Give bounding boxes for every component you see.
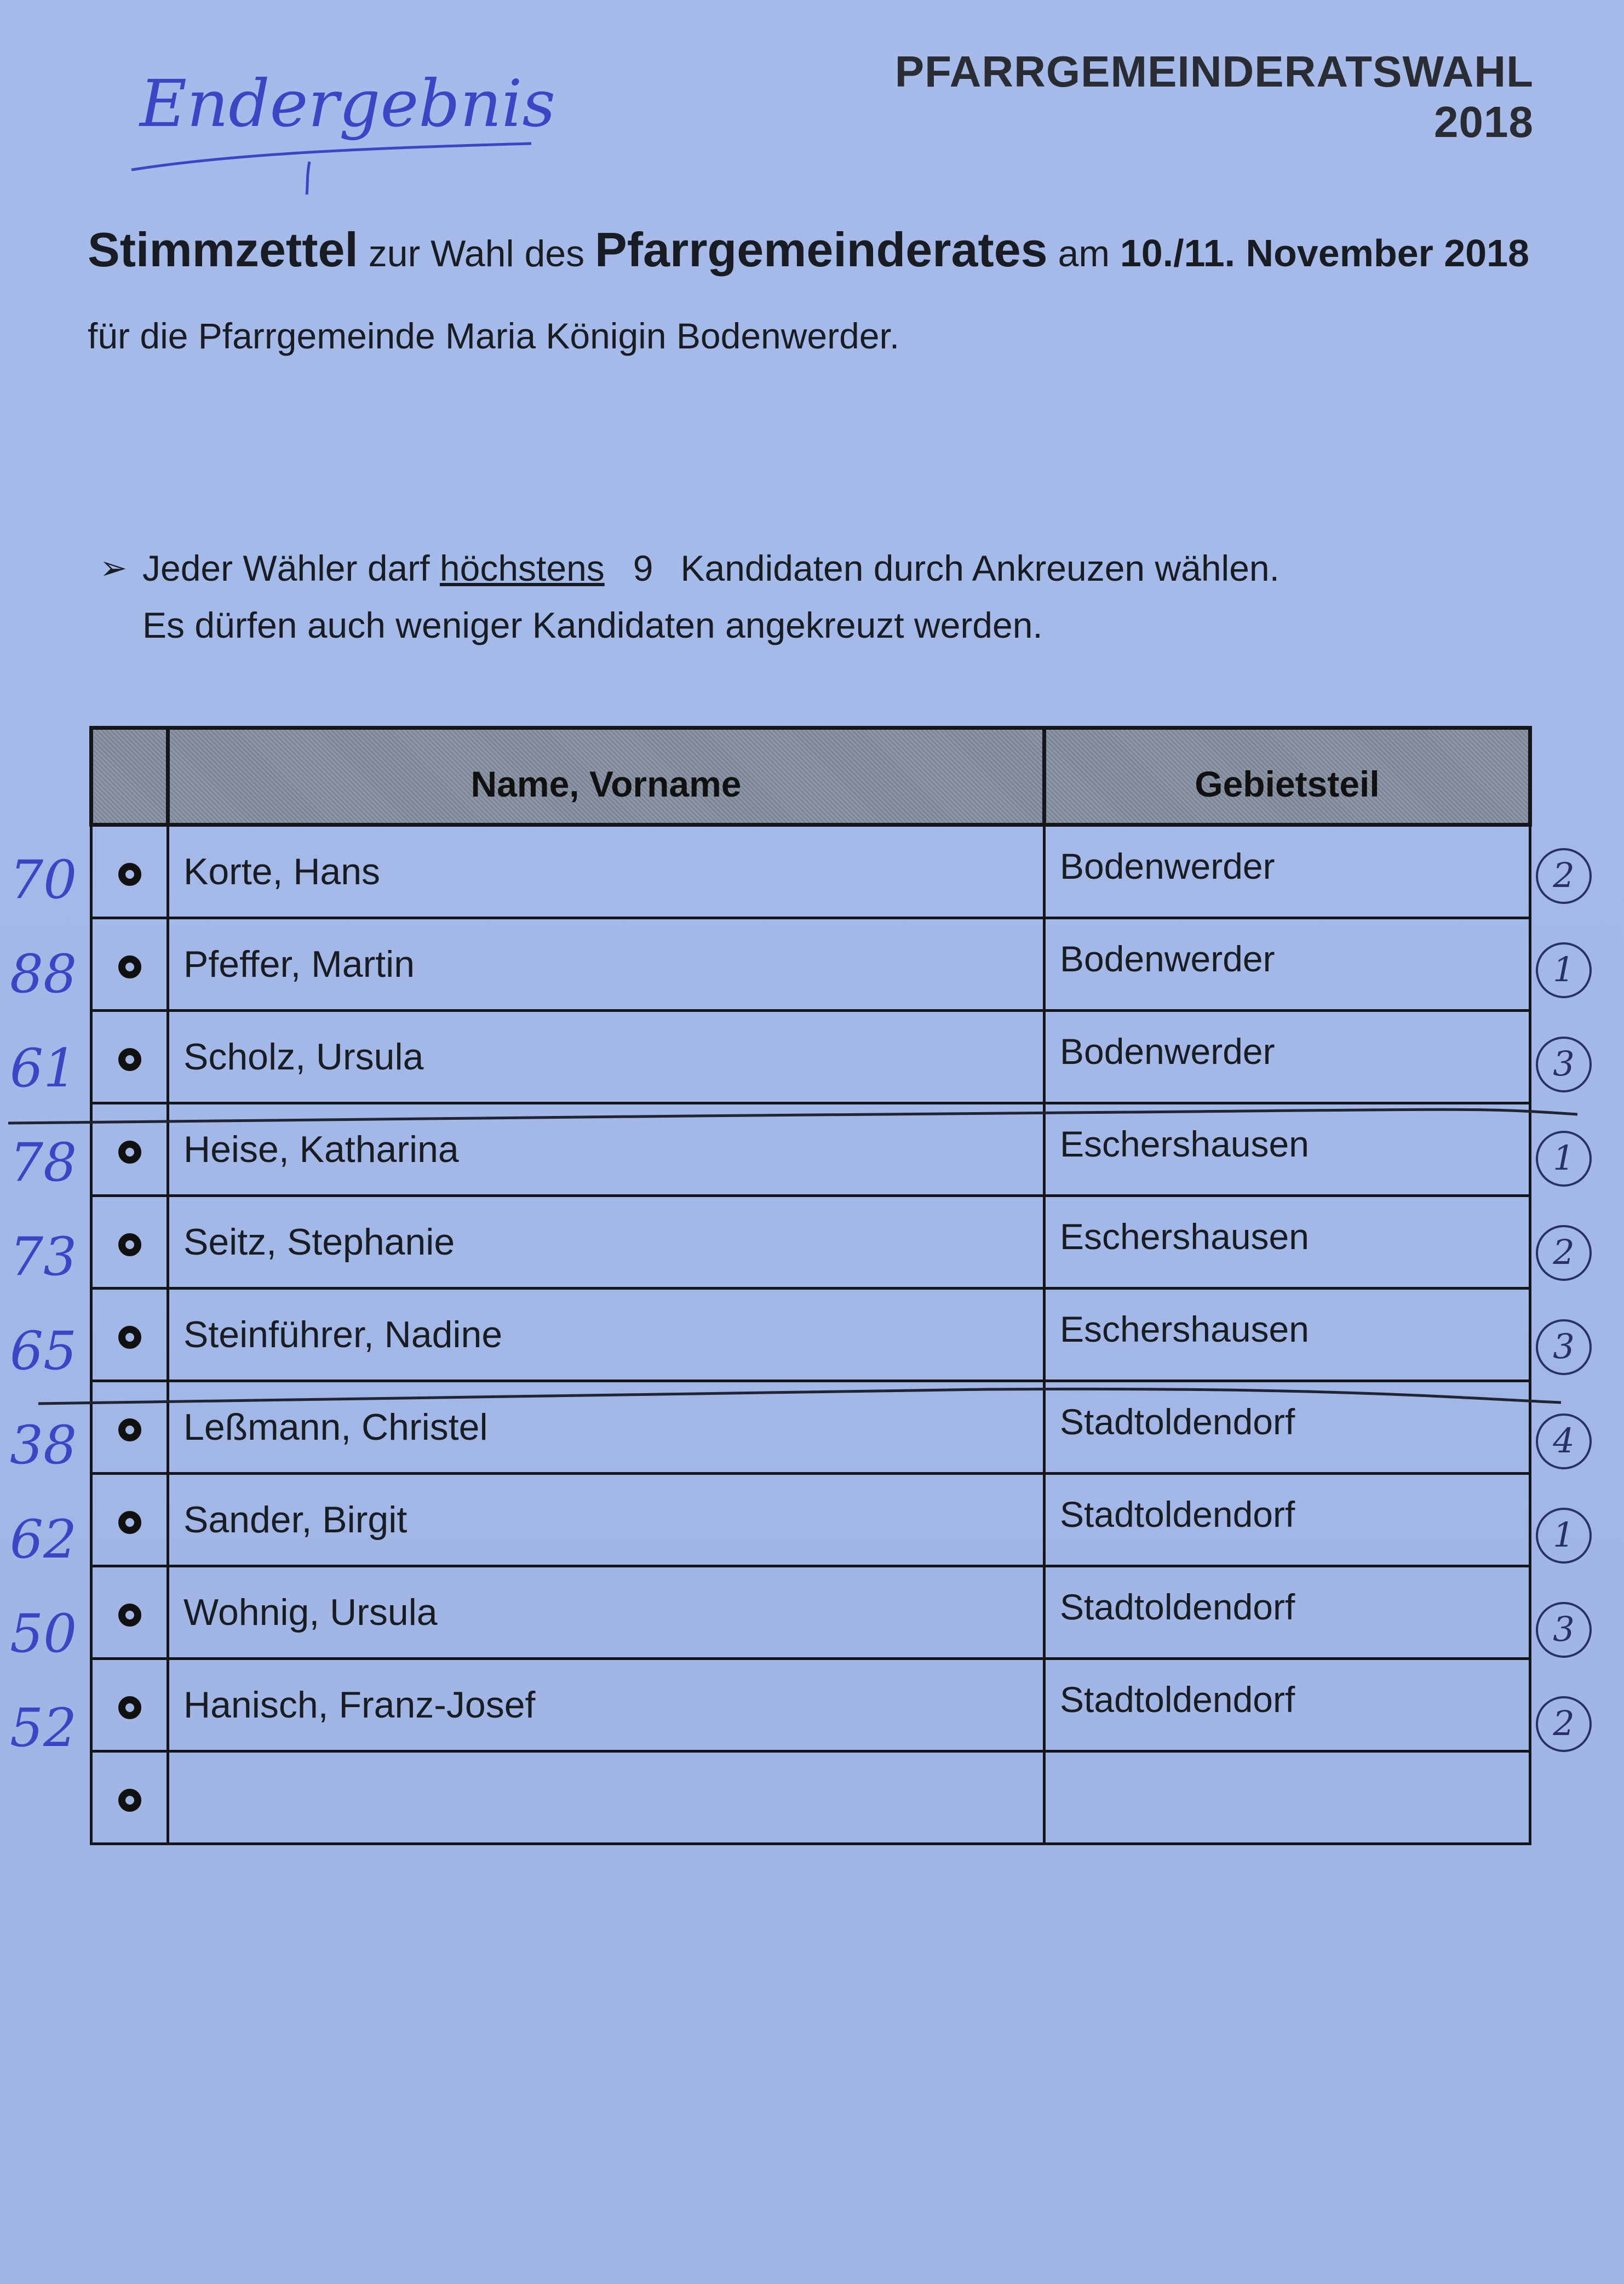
candidate-name: Sander, Birgit [168, 1474, 1045, 1566]
election-date: 10./11. November 2018 [1120, 232, 1530, 274]
vote-count: 70 [10, 849, 77, 911]
vote-count: 50 [10, 1603, 77, 1664]
vote-count: 88 [10, 943, 77, 1005]
rank-circle: 2 [1536, 1225, 1592, 1281]
candidate-area: Stadtoldendorf [1045, 1381, 1530, 1474]
rank-circle: 3 [1536, 1037, 1592, 1092]
candidate-area: Eschershausen [1045, 1196, 1530, 1289]
vote-count: 62 [10, 1509, 77, 1570]
candidate-name: Heise, Katharina [168, 1103, 1045, 1196]
candidate-name: Seitz, Stephanie [168, 1196, 1045, 1289]
title-word-council: Pfarrgemeinderates [595, 222, 1048, 277]
election-header: PFARRGEMEINDERATSWAHL 2018 [894, 47, 1534, 146]
candidate-area: Bodenwerder [1045, 918, 1530, 1011]
header-area: Gebietsteil [1045, 728, 1530, 825]
instruction-part-2: Kandidaten durch Ankreuzen wählen. [680, 548, 1279, 588]
vote-count: 78 [10, 1132, 77, 1193]
rank-circle: 2 [1536, 848, 1592, 904]
rank-circle: 1 [1536, 1131, 1592, 1187]
candidate-area: Eschershausen [1045, 1289, 1530, 1381]
title-text-1: zur Wahl des [368, 233, 585, 274]
candidate-area: Stadtoldendorf [1045, 1659, 1530, 1751]
rank-circle: 3 [1536, 1602, 1592, 1658]
candidate-name: Scholz, Ursula [168, 1011, 1045, 1103]
candidate-name: Leßmann, Christel [168, 1381, 1045, 1474]
title-word-ballot: Stimmzettel [88, 222, 358, 277]
candidate-name: Wohnig, Ursula [168, 1566, 1045, 1659]
max-candidates-count: 9 [633, 548, 653, 588]
vote-count: 52 [10, 1697, 77, 1759]
candidate-area: Bodenwerder [1045, 825, 1530, 918]
vote-count: 65 [10, 1320, 77, 1382]
rank-circle: 4 [1536, 1413, 1592, 1469]
candidate-area: Stadtoldendorf [1045, 1474, 1530, 1566]
instruction-part-1: Jeder Wähler darf [142, 548, 430, 588]
rank-circle: 1 [1536, 1508, 1592, 1564]
candidate-area: Eschershausen [1045, 1103, 1530, 1196]
instruction-emphasis: höchstens [439, 548, 605, 588]
title-text-2: am [1058, 233, 1110, 274]
candidate-area: Stadtoldendorf [1045, 1566, 1530, 1659]
vote-count: 38 [10, 1415, 77, 1476]
header-name: Name, Vorname [168, 728, 1045, 825]
candidate-name: Steinführer, Nadine [168, 1289, 1045, 1381]
candidate-name: Korte, Hans [168, 825, 1045, 918]
parish-subtitle: für die Pfarrgemeinde Maria Königin Bodenwerder. [88, 316, 900, 356]
handwritten-result-label: Endergebnis [140, 66, 556, 141]
instruction-line-2: Es dürfen auch weniger Kandidaten angekreuzt werden. [142, 605, 1043, 645]
vote-count: 61 [10, 1038, 77, 1099]
candidate-name: Hanisch, Franz-Josef [168, 1659, 1045, 1751]
rank-circle: 1 [1536, 942, 1592, 998]
candidate-name: Pfeffer, Martin [168, 918, 1045, 1011]
rank-circle: 2 [1536, 1696, 1592, 1752]
vote-count: 73 [10, 1226, 77, 1287]
rank-circle: 3 [1536, 1319, 1592, 1375]
arrow-bullet-icon: ➢ [100, 549, 128, 586]
candidate-area: Bodenwerder [1045, 1011, 1530, 1103]
